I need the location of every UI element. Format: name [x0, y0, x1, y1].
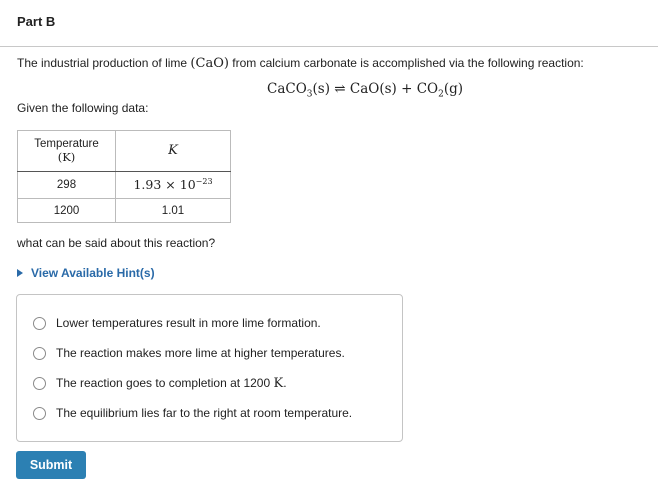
k-times: × — [165, 177, 176, 193]
header-k-label: K — [168, 143, 178, 158]
intro-text-before: The industrial production of lime — [17, 56, 191, 70]
header-k — [116, 131, 231, 172]
intro-text-after: from calcium carbonate is accomplished via the following reaction: — [228, 56, 584, 70]
reaction-equation — [267, 81, 463, 100]
choice-label: The reaction makes more lime at higher temperatures. — [56, 346, 345, 360]
given-label: Given the following data: — [17, 101, 149, 115]
equilibrium-arrow-icon: ⇌ — [334, 81, 346, 97]
data-table — [17, 130, 231, 223]
choice-option[interactable] — [33, 316, 321, 330]
cell-k: 1.01 — [116, 199, 231, 223]
cell-k — [116, 172, 231, 199]
reaction-reactant-state: (s) — [312, 81, 330, 97]
reaction-reactant: CaCO — [267, 81, 307, 97]
view-hints-link[interactable] — [17, 266, 155, 280]
header-temperature-unit: (K) — [57, 150, 76, 164]
radio-button[interactable] — [33, 317, 46, 330]
choice-label: The equilibrium lies far to the right at room temperature. — [56, 406, 353, 420]
radio-button[interactable] — [33, 377, 46, 390]
answer-choices-box — [16, 294, 403, 442]
k-mantissa: 1.93 — [133, 177, 162, 193]
choice-label-before: The reaction goes to completion at 1200 — [56, 376, 274, 390]
reaction-plus: + — [401, 81, 413, 97]
reaction-product2: CO — [416, 81, 439, 97]
table-row — [18, 199, 231, 223]
choice-option[interactable] — [33, 406, 352, 420]
choice-label-unit: K — [273, 376, 284, 391]
k-exponent: −23 — [195, 177, 213, 187]
part-header — [0, 0, 658, 47]
question-text: what can be said about this reaction? — [17, 236, 216, 250]
expand-triangle-icon — [17, 269, 23, 277]
submit-button[interactable]: Submit — [16, 451, 86, 479]
k-base: 10 — [179, 177, 196, 193]
reaction-product2-sub: 2 — [438, 89, 444, 100]
radio-button[interactable] — [33, 347, 46, 360]
table-header-row — [18, 131, 231, 172]
choice-label — [56, 376, 287, 391]
table-row — [18, 172, 231, 199]
choice-label-after: . — [283, 376, 287, 390]
reaction-product2-state: (g) — [443, 81, 464, 97]
intro-formula: (CaO) — [190, 56, 229, 71]
header-temperature — [18, 131, 116, 172]
intro-text — [17, 56, 584, 71]
choice-option[interactable] — [33, 346, 345, 360]
view-hints-label: View Available Hint(s) — [31, 266, 155, 280]
reaction-product1: CaO(s) — [349, 81, 397, 97]
cell-temperature: 1200 — [18, 199, 116, 223]
choice-label: Lower temperatures result in more lime formation. — [56, 316, 321, 330]
header-temperature-label: Temperature — [34, 138, 99, 150]
part-title: Part B — [17, 14, 56, 29]
choice-option[interactable] — [33, 376, 287, 391]
cell-temperature: 298 — [18, 172, 116, 199]
reaction-reactant-sub: 3 — [306, 89, 313, 100]
radio-button[interactable] — [33, 407, 46, 420]
